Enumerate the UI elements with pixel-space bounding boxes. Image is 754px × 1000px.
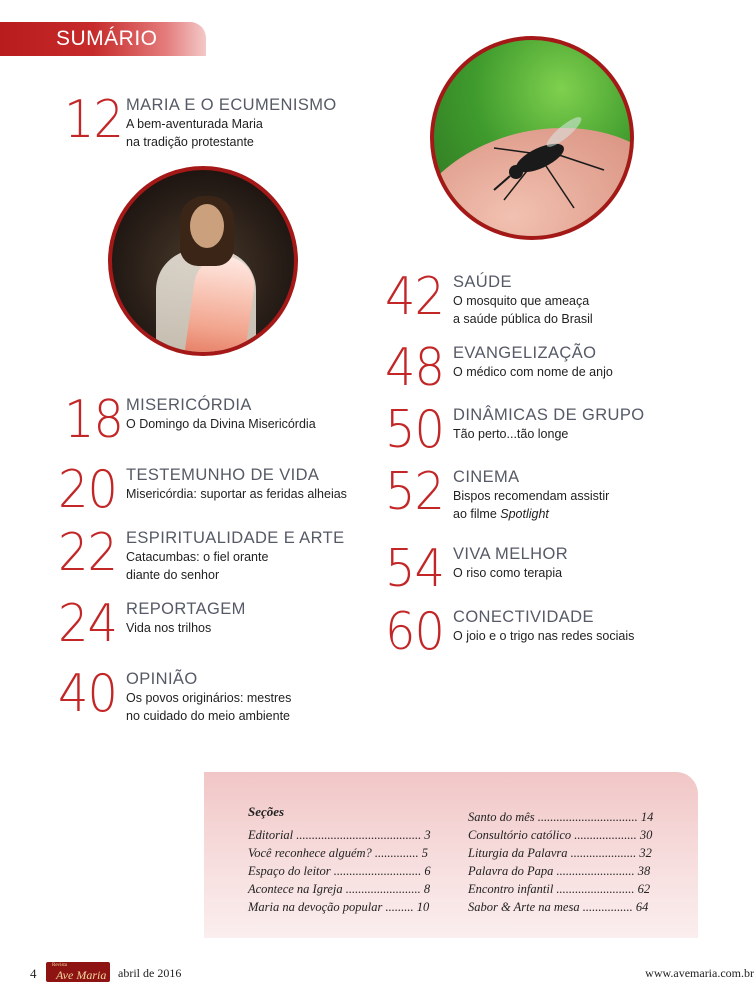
section-title: SUMÁRIO bbox=[56, 27, 158, 50]
page-number: 20 bbox=[58, 460, 118, 520]
footer-date: abril de 2016 bbox=[118, 966, 182, 980]
entry-description bbox=[126, 115, 263, 151]
desc-line: Os povos originários: mestres bbox=[126, 691, 292, 705]
page-number: 50 bbox=[385, 400, 445, 460]
desc-line: O médico com nome de anjo bbox=[453, 365, 613, 379]
logo-small-text: Revista bbox=[52, 963, 67, 968]
entry-title: MARIA E O ECUMENISMO bbox=[126, 96, 337, 114]
entry-description bbox=[453, 627, 634, 645]
entry-description bbox=[126, 548, 268, 584]
entry-description bbox=[126, 619, 211, 637]
desc-line: diante do senhor bbox=[126, 568, 220, 582]
divine-mercy-painting bbox=[108, 166, 298, 356]
entry-title: SAÚDE bbox=[453, 273, 512, 291]
entry-description bbox=[126, 689, 291, 725]
page-number: 22 bbox=[58, 523, 118, 583]
page-number: 18 bbox=[64, 390, 124, 450]
entry-title: OPINIÃO bbox=[126, 670, 198, 688]
mosquito-photo bbox=[430, 36, 634, 240]
desc-line: Misericórdia: suportar as feridas alheias bbox=[126, 487, 347, 501]
desc-line: Catacumbas: o fiel orante bbox=[126, 550, 269, 564]
entry-description bbox=[453, 363, 613, 381]
entry-description bbox=[126, 485, 347, 503]
section-item[interactable]: Encontro infantil ......................... 62 bbox=[468, 882, 651, 896]
desc-line: O mosquito que ameaça bbox=[453, 294, 590, 308]
page-number: 12 bbox=[64, 90, 124, 150]
page-number: 24 bbox=[58, 594, 118, 654]
desc-line: Vida nos trilhos bbox=[126, 621, 212, 635]
section-item[interactable]: Santo do mês ................................ 14 bbox=[468, 810, 654, 824]
entry-description bbox=[453, 487, 609, 523]
page-number: 40 bbox=[58, 664, 118, 724]
entry-title: TESTEMUNHO DE VIDA bbox=[126, 466, 320, 484]
section-item[interactable]: Consultório católico .................... 30 bbox=[468, 828, 653, 842]
mosquito-icon bbox=[434, 40, 634, 240]
section-item[interactable]: Espaço do leitor ............................ 6 bbox=[248, 864, 431, 878]
section-header bbox=[0, 22, 206, 56]
desc-line: Bispos recomendam assistir bbox=[453, 489, 610, 503]
page-number: 42 bbox=[385, 267, 445, 327]
desc-line: A bem-aventurada Maria bbox=[126, 117, 263, 131]
film-title: Spotlight bbox=[500, 507, 549, 521]
desc-line bbox=[453, 505, 609, 523]
entry-title: EVANGELIZAÇÃO bbox=[453, 344, 597, 362]
entry-title: REPORTAGEM bbox=[126, 600, 246, 618]
footer-page-number: 4 bbox=[30, 966, 37, 981]
entry-title: DINÂMICAS DE GRUPO bbox=[453, 406, 645, 424]
sections-left-list bbox=[248, 826, 431, 916]
desc-line: a saúde pública do Brasil bbox=[453, 312, 593, 326]
desc-line: O joio e o trigo nas redes sociais bbox=[453, 629, 635, 643]
entry-description bbox=[126, 415, 316, 433]
face-shape bbox=[190, 204, 224, 248]
desc-line: na tradição protestante bbox=[126, 135, 254, 149]
entry-title: CINEMA bbox=[453, 468, 520, 486]
section-item[interactable]: Palavra do Papa ......................... 38 bbox=[468, 864, 651, 878]
entry-description bbox=[453, 564, 562, 582]
entry-title: CONECTIVIDADE bbox=[453, 608, 594, 626]
entry-title: VIVA MELHOR bbox=[453, 545, 569, 563]
entry-title: MISERICÓRDIA bbox=[126, 396, 252, 414]
page-number: 60 bbox=[385, 602, 445, 662]
logo-text: Ave Maria bbox=[56, 968, 107, 982]
entry-description bbox=[453, 425, 568, 443]
desc-line: O Domingo da Divina Misericórdia bbox=[126, 417, 316, 431]
footer-url[interactable]: www.avemaria.com.br bbox=[645, 966, 754, 980]
entry-title: ESPIRITUALIDADE E ARTE bbox=[126, 529, 345, 547]
page-number: 52 bbox=[385, 462, 445, 522]
desc-text: ao filme bbox=[453, 507, 501, 521]
desc-line: Tão perto...tão longe bbox=[453, 427, 569, 441]
section-item[interactable]: Sabor & Arte na mesa ................ 64 bbox=[468, 900, 649, 914]
section-item[interactable]: Acontece na Igreja ........................ 8 bbox=[248, 882, 431, 896]
sections-heading: Seções bbox=[248, 804, 285, 819]
section-item[interactable]: Liturgia da Palavra ..................... 32 bbox=[468, 846, 652, 860]
magazine-logo bbox=[46, 962, 110, 982]
section-item[interactable]: Editorial ........................................ 3 bbox=[248, 828, 431, 842]
desc-line: O riso como terapia bbox=[453, 566, 563, 580]
section-item[interactable]: Você reconhece alguém? .............. 5 bbox=[248, 846, 429, 860]
entry-description bbox=[453, 292, 593, 328]
page-number: 54 bbox=[385, 539, 445, 599]
sections-right-list bbox=[468, 808, 653, 916]
page-number: 48 bbox=[385, 338, 445, 398]
section-item[interactable]: Maria na devoção popular ......... 10 bbox=[248, 900, 430, 914]
desc-line: no cuidado do meio ambiente bbox=[126, 709, 291, 723]
